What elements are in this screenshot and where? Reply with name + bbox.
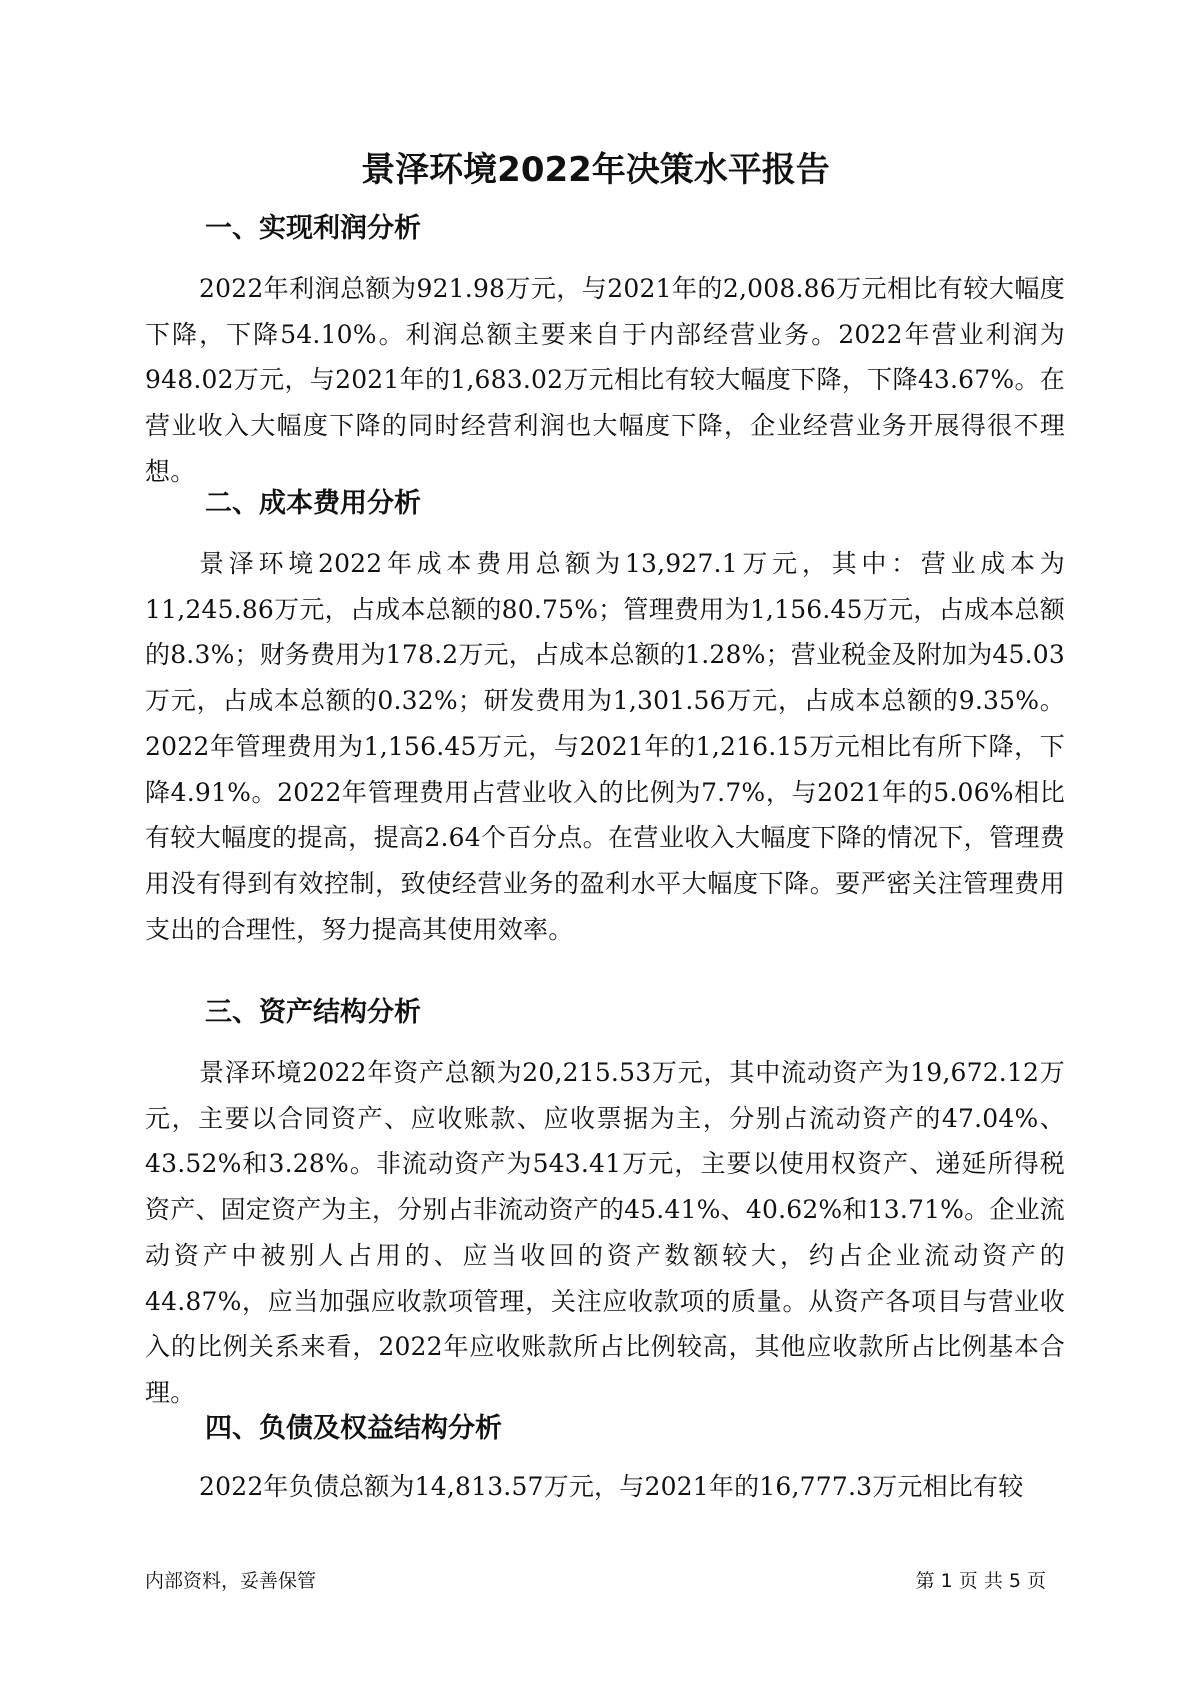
section-paragraph-liabilities: 2022年负债总额为14,813.57万元，与2021年的16,777.3万元相比有较 xyxy=(199,1472,1024,1501)
footer-confidential-note: 内部资料，妥善保管 xyxy=(145,1570,317,1592)
document-title: 景泽环境2022年决策水平报告 xyxy=(361,150,830,190)
section-paragraph-assets: 景泽环境2022年资产总额为20,215.53万元，其中流动资产为19,672.12万元，主要以合同资产、应收账款、应收票据为主，分别占流动资产的47.04%、43.52%和3.28%。非流动资产为543.41万元，主要以使用权资产、递延所得税资产、固定资产为主，分别占非流动资产的45.41%、40.62%和13.71%。企业流动资产中被别人占用的、应当收回的资产数额较大，约占企业流动资产的44.87%，应当加强应收款项管理，关注应收款项的质量。从资产各项目与营业收入的比例关系来看，2022年应收账款所占比例较高，其他应收款所占比例基本合理。 xyxy=(145,1058,1065,1407)
section-heading-assets: 三、资产结构分析 xyxy=(205,997,421,1028)
section-heading-profit: 一、实现利润分析 xyxy=(205,213,421,244)
footer-page-number: 第 1 页 共 5 页 xyxy=(915,1570,1046,1592)
section-paragraph-cost: 景泽环境2022年成本费用总额为13,927.1万元，其中：营业成本为11,245.86万元，占成本总额的80.75%；管理费用为1,156.45万元，占成本总额的8.3%；财务费用为178.2万元，占成本总额的1.28%；营业税金及附加为45.03万元，占成本总额的0.32%；研发费用为1,301.56万元，占成本总额的9.35%。2022年管理费用为1,156.45万元，与2021年的1,216.15万元相比有所下降，下降4.91%。2022年管理费用占营业收入的比例为7.7%，与2021年的5.06%相比有较大幅度的提高，提高2.64个百分点。在营业收入大幅度下降的情况下，管理费用没有得到有效控制，致使经营业务的盈利水平大幅度下降。要严密关注管理费用支出的合理性，努力提高其使用效率。 xyxy=(145,549,1065,944)
section-heading-cost: 二、成本费用分析 xyxy=(205,488,421,519)
section-paragraph-profit: 2022年利润总额为921.98万元，与2021年的2,008.86万元相比有较大幅度下降，下降54.10%。利润总额主要来自于内部经营业务。2022年营业利润为948.02万元，与2021年的1,683.02万元相比有较大幅度下降，下降43.67%。在营业收入大幅度下降的同时经营利润也大幅度下降，企业经营业务开展得很不理想。 xyxy=(145,274,1065,486)
section-heading-liabilities: 四、负债及权益结构分析 xyxy=(205,1413,502,1444)
